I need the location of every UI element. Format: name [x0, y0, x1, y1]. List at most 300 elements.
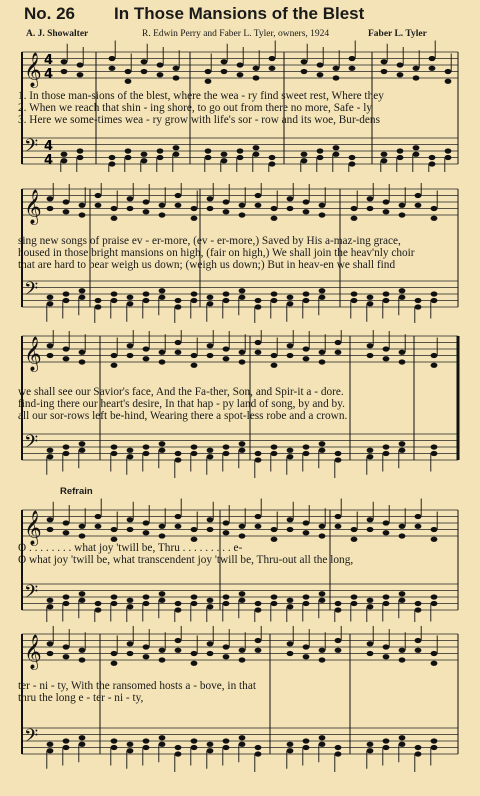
note-head [271, 363, 278, 368]
note-head [319, 212, 326, 217]
note-head [349, 66, 356, 71]
note-head [255, 648, 262, 653]
note-head [431, 738, 438, 743]
note-head [367, 448, 374, 453]
note-head [127, 353, 134, 358]
note-head [399, 295, 406, 300]
note-head [95, 298, 102, 303]
note-head [63, 745, 70, 750]
note-head [79, 295, 86, 300]
note-head [431, 745, 438, 750]
note-head [429, 155, 436, 160]
note-head [207, 206, 214, 211]
note-head [383, 654, 390, 659]
note-head [79, 735, 86, 740]
note-head [255, 457, 262, 462]
note-head [205, 79, 212, 84]
note-head [239, 524, 246, 529]
note-head [367, 196, 374, 201]
lyric-refrain-line-4: thru the long e - ter - ni - ty, [18, 692, 144, 704]
note-head [111, 661, 118, 666]
note-head [383, 601, 390, 606]
note-head [47, 196, 54, 201]
note-head [127, 206, 134, 211]
note-head [255, 745, 262, 750]
note-head [143, 356, 150, 361]
note-head [127, 641, 134, 646]
note-head [191, 206, 198, 211]
note-head [239, 359, 246, 364]
note-head [253, 66, 260, 71]
note-head [159, 295, 166, 300]
note-head [445, 155, 452, 160]
note-head [47, 343, 54, 348]
note-head [239, 288, 246, 293]
note-head [111, 291, 118, 296]
note-head [413, 145, 420, 150]
note-head [287, 748, 294, 753]
lyric-verse-2: housed in those bright mansions on high, (fair on high,) We shall join the heav'nly choir [18, 247, 415, 259]
treble-clef: 𝄞 [24, 634, 42, 670]
note-head [383, 644, 390, 649]
note-head [397, 155, 404, 160]
note-head [47, 598, 54, 603]
note-head [383, 530, 390, 535]
note-head [287, 598, 294, 603]
note-head [269, 161, 276, 166]
time-signature-top: 4 [44, 53, 54, 68]
note-head [221, 59, 228, 64]
note-head [399, 288, 406, 293]
note-head [207, 604, 214, 609]
note-head [79, 350, 86, 355]
note-head [109, 155, 116, 160]
note-head [415, 514, 422, 519]
note-head [191, 651, 198, 656]
note-head [431, 298, 438, 303]
note-head [79, 598, 86, 603]
note-head [253, 152, 260, 157]
note-head [319, 735, 326, 740]
note-head [367, 301, 374, 306]
note-head [415, 638, 422, 643]
note-head [239, 350, 246, 355]
note-head [175, 751, 182, 756]
note-head [445, 79, 452, 84]
note-head [207, 748, 214, 753]
note-head [143, 291, 150, 296]
note-head [383, 594, 390, 599]
note-head [335, 648, 342, 653]
note-head [63, 444, 70, 449]
note-head [141, 59, 148, 64]
note-head [143, 601, 150, 606]
note-head [143, 451, 150, 456]
note-head [191, 527, 198, 532]
note-head [319, 203, 326, 208]
note-head [175, 451, 182, 456]
note-head [399, 203, 406, 208]
note-head [237, 72, 244, 77]
note-head [367, 641, 374, 646]
note-head [303, 291, 310, 296]
note-head [367, 598, 374, 603]
bass-clef: 𝄢 [24, 431, 39, 457]
note-head [125, 79, 132, 84]
note-head [63, 738, 70, 743]
note-head [111, 651, 118, 656]
note-head [415, 298, 422, 303]
note-head [47, 604, 54, 609]
note-head [367, 748, 374, 753]
note-head [319, 533, 326, 538]
note-head [223, 356, 230, 361]
note-head [431, 661, 438, 666]
note-head [255, 350, 262, 355]
note-head [127, 196, 134, 201]
note-head [319, 598, 326, 603]
note-head [175, 298, 182, 303]
note-head [431, 216, 438, 221]
note-head [399, 742, 406, 747]
note-head [351, 206, 358, 211]
note-head [431, 444, 438, 449]
note-head [239, 591, 246, 596]
note-head [271, 594, 278, 599]
note-head [287, 448, 294, 453]
note-head [221, 158, 228, 163]
note-head [175, 638, 182, 643]
note-head [287, 295, 294, 300]
note-head [319, 657, 326, 662]
note-head [191, 216, 198, 221]
note-head [335, 601, 342, 606]
note-head [413, 75, 420, 80]
hymn-number: No. 26 [24, 4, 76, 23]
note-head [303, 209, 310, 214]
note-head [367, 527, 374, 532]
note-head [79, 448, 86, 453]
note-head [63, 451, 70, 456]
note-head [157, 148, 164, 153]
note-head [415, 601, 422, 606]
note-head [319, 295, 326, 300]
note-head [127, 748, 134, 753]
note-head [351, 291, 358, 296]
note-head [319, 648, 326, 653]
note-head [303, 594, 310, 599]
note-head [207, 641, 214, 646]
time-signature-bottom: 4 [44, 67, 54, 82]
note-head [109, 161, 116, 166]
note-head [157, 72, 164, 77]
note-head [287, 301, 294, 306]
note-head [143, 644, 150, 649]
note-head [335, 607, 342, 612]
note-head [127, 517, 134, 522]
note-head [383, 451, 390, 456]
note-head [79, 359, 86, 364]
note-head [63, 594, 70, 599]
note-head [223, 530, 230, 535]
note-head [351, 594, 358, 599]
note-head [127, 448, 134, 453]
note-head [383, 209, 390, 214]
note-head [143, 738, 150, 743]
note-head [79, 591, 86, 596]
treble-clef: 𝄞 [24, 52, 42, 88]
note-head [79, 441, 86, 446]
note-head [207, 517, 214, 522]
note-head [367, 651, 374, 656]
note-head [271, 444, 278, 449]
note-head [207, 196, 214, 201]
note-head [255, 298, 262, 303]
note-head [333, 145, 340, 150]
note-head [141, 69, 148, 74]
note-head [95, 607, 102, 612]
note-head [239, 533, 246, 538]
note-head [255, 203, 262, 208]
note-head [79, 533, 86, 538]
note-head [47, 353, 54, 358]
note-head [303, 654, 310, 659]
note-head [77, 148, 84, 153]
note-head [95, 304, 102, 309]
note-head [431, 206, 438, 211]
note-head [383, 745, 390, 750]
note-head [63, 356, 70, 361]
note-head [367, 343, 374, 348]
note-head [125, 155, 132, 160]
note-head [335, 350, 342, 355]
note-head [383, 356, 390, 361]
note-head [79, 648, 86, 653]
note-head [303, 356, 310, 361]
note-head [111, 594, 118, 599]
note-head [143, 745, 150, 750]
note-head [367, 742, 374, 747]
note-head [383, 520, 390, 525]
note-head [239, 598, 246, 603]
note-head [143, 530, 150, 535]
note-head [319, 441, 326, 446]
note-head [61, 158, 68, 163]
note-head [415, 524, 422, 529]
note-head [159, 359, 166, 364]
lyric-refrain-line-1: O . . . . . . . . what joy 'twill be, Thru . . . . . . . . . e- [18, 542, 243, 554]
note-head [47, 517, 54, 522]
note-head [333, 152, 340, 157]
note-head [287, 641, 294, 646]
note-head [47, 527, 54, 532]
note-head [111, 206, 118, 211]
note-head [301, 69, 308, 74]
note-head [143, 346, 150, 351]
note-head [223, 209, 230, 214]
note-head [143, 594, 150, 599]
note-head [269, 66, 276, 71]
note-head [63, 530, 70, 535]
note-head [205, 155, 212, 160]
note-head [431, 451, 438, 456]
note-head [303, 444, 310, 449]
note-head [47, 454, 54, 459]
note-head [111, 216, 118, 221]
note-head [79, 524, 86, 529]
note-head [111, 527, 118, 532]
note-head [159, 288, 166, 293]
note-head [351, 601, 358, 606]
note-head [429, 66, 436, 71]
note-head [205, 148, 212, 153]
note-head [173, 66, 180, 71]
note-head [319, 742, 326, 747]
note-head [335, 514, 342, 519]
note-head [367, 517, 374, 522]
note-head [335, 340, 342, 345]
note-head [173, 75, 180, 80]
note-head [223, 451, 230, 456]
treble-clef: 𝄞 [24, 510, 42, 546]
note-head [301, 59, 308, 64]
note-head [159, 350, 166, 355]
note-head [399, 441, 406, 446]
note-head [207, 527, 214, 532]
note-head [143, 520, 150, 525]
note-head [271, 291, 278, 296]
note-head [367, 206, 374, 211]
note-head [175, 648, 182, 653]
note-head [159, 735, 166, 740]
note-head [399, 657, 406, 662]
note-head [367, 353, 374, 358]
note-head [159, 591, 166, 596]
note-head [239, 212, 246, 217]
note-head [317, 155, 324, 160]
note-head [415, 193, 422, 198]
note-head [63, 346, 70, 351]
note-head [79, 203, 86, 208]
note-head [109, 56, 116, 61]
note-head [431, 353, 438, 358]
note-head [111, 298, 118, 303]
note-head [287, 527, 294, 532]
note-head [47, 641, 54, 646]
note-head [127, 651, 134, 656]
note-head [397, 148, 404, 153]
note-head [191, 594, 198, 599]
treble-clef: 𝄞 [24, 336, 42, 372]
note-head [223, 654, 230, 659]
note-head [349, 155, 356, 160]
note-head [303, 199, 310, 204]
note-head [335, 524, 342, 529]
note-head [47, 448, 54, 453]
note-head [397, 62, 404, 67]
note-head [125, 148, 132, 153]
note-head [415, 648, 422, 653]
note-head [77, 155, 84, 160]
note-head [175, 514, 182, 519]
note-head [271, 527, 278, 532]
note-head [399, 359, 406, 364]
note-head [95, 524, 102, 529]
note-head [367, 454, 374, 459]
note-head [175, 524, 182, 529]
note-head [415, 751, 422, 756]
note-head [175, 457, 182, 462]
note-head [63, 298, 70, 303]
note-head [159, 648, 166, 653]
note-head [383, 738, 390, 743]
music-system-5 [0, 626, 480, 786]
note-head [301, 152, 308, 157]
note-head [127, 454, 134, 459]
note-head [255, 340, 262, 345]
note-head [205, 69, 212, 74]
note-head [383, 291, 390, 296]
note-head [223, 444, 230, 449]
note-head [127, 527, 134, 532]
note-head [445, 69, 452, 74]
note-head [127, 295, 134, 300]
note-head [95, 203, 102, 208]
bass-clef: 𝄢 [24, 581, 39, 607]
note-head [319, 591, 326, 596]
note-head [157, 155, 164, 160]
note-head [431, 594, 438, 599]
bass-clef: 𝄢 [24, 725, 39, 751]
note-head [415, 203, 422, 208]
note-head [127, 343, 134, 348]
note-head [191, 745, 198, 750]
note-head [175, 745, 182, 750]
time-signature-top: 4 [44, 139, 54, 154]
note-head [221, 152, 228, 157]
note-head [399, 598, 406, 603]
note-head [47, 742, 54, 747]
note-head [111, 353, 118, 358]
note-head [61, 152, 68, 157]
note-head [223, 199, 230, 204]
note-head [415, 607, 422, 612]
note-head [47, 295, 54, 300]
note-head [303, 644, 310, 649]
note-head [255, 601, 262, 606]
note-head [399, 735, 406, 740]
note-head [141, 152, 148, 157]
note-head [95, 514, 102, 519]
note-head [303, 530, 310, 535]
note-head [319, 359, 326, 364]
note-head [399, 524, 406, 529]
note-head [381, 59, 388, 64]
note-head [333, 66, 340, 71]
note-head [349, 56, 356, 61]
note-head [239, 203, 246, 208]
note-head [143, 199, 150, 204]
refrain-label: Refrain [60, 486, 93, 497]
note-head [335, 457, 342, 462]
note-head [111, 601, 118, 606]
note-head [317, 72, 324, 77]
note-head [191, 601, 198, 606]
note-head [207, 742, 214, 747]
note-head [271, 353, 278, 358]
note-head [287, 651, 294, 656]
note-head [111, 444, 118, 449]
